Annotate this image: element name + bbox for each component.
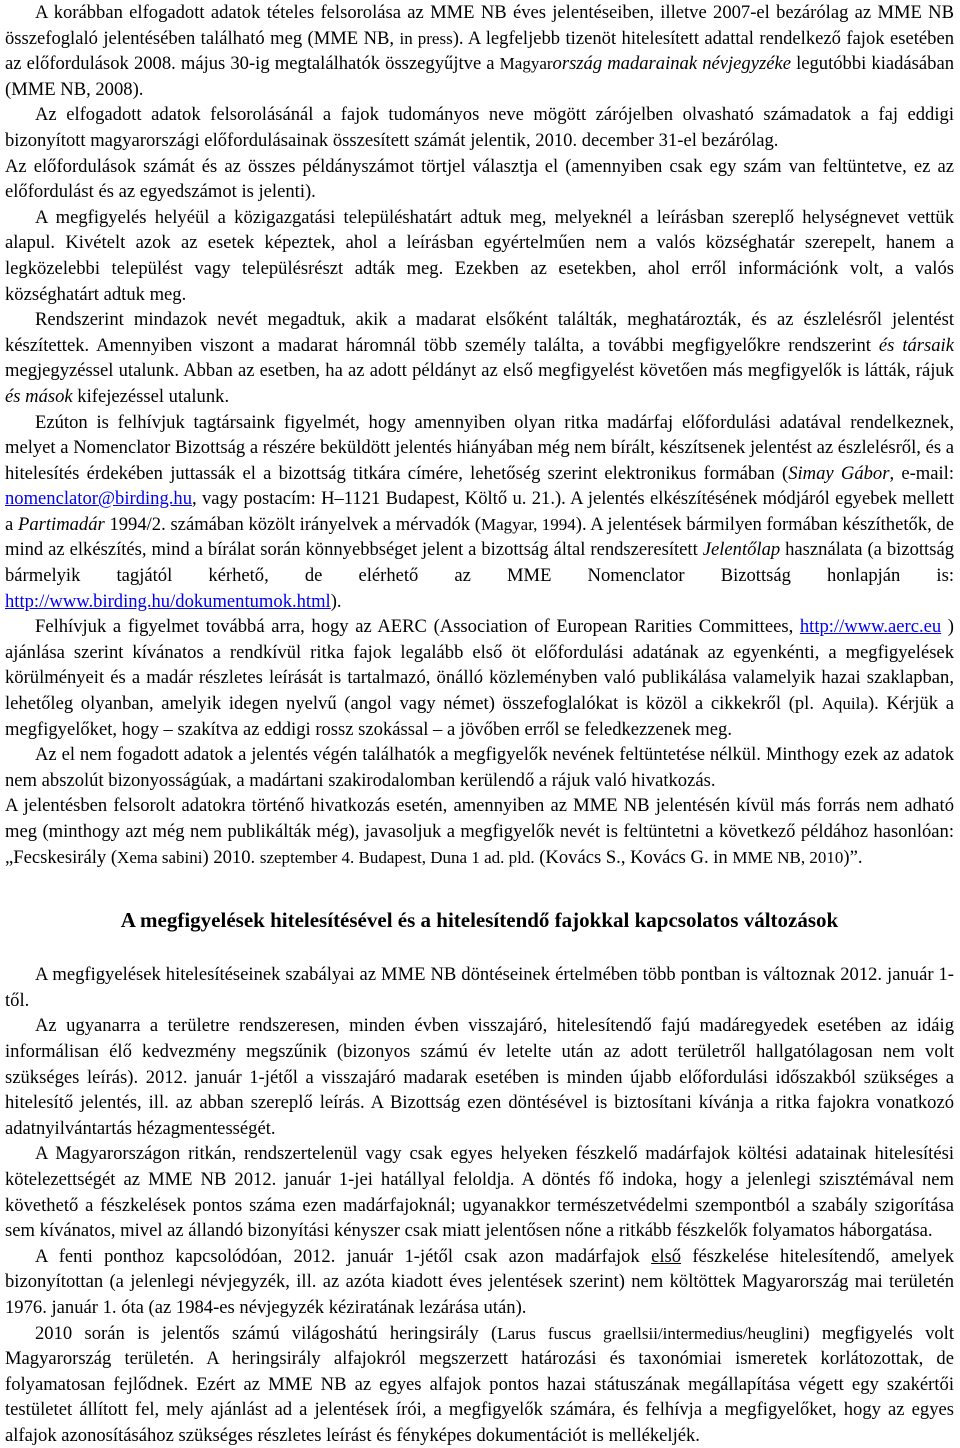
text-run: megjegyzéssel utalunk. Abban az esetben, ha az adott példányt az első megfigyelést követően más megfigyelők is látták, rájuk: [5, 360, 954, 381]
text-run: (Kovács S., Kovács G. in: [535, 847, 733, 868]
paragraph: [5, 0, 954, 102]
text-run: Az ugyanarra a területre rendszeresen, minden évben visszajáró, hitelesítendő fajú madáregyedek esetében az idáig informálisan élő kedvezmény megszűnik (bizonyos számú év letelte után az adott területről hallgatólagosan nem volt szükséges leírás). 2012. január 1-jétől a visszajáró madarak esetében is minden újabb előfordulási időszakból szükséges a hitelesítő jelentés, ill. az abban szereplő leírás. A Bizottság ezen döntésével is biztosítani kívánja a ritka fajokra vonatkozó adatnyilvántartás hézagmentességét.: [5, 1015, 954, 1138]
text-run: Az el nem fogadott adatok a jelentés végén találhatók a megfigyelők nevének feltüntetése nélkül. Minthogy ezek az adatok nem abszolút bizonyosságúak, a madártani szakirodalomban kerülendő a rájuk való hivatkozás.: [5, 744, 954, 791]
text-run: ). A legfeljebb tizenöt hitelesített adattal rendelkező fajok esetében az előfordulások 2008. május 30-ig megtalálhatók összegyűjtve a: [5, 28, 954, 75]
paragraph: [5, 1013, 954, 1141]
text-run: első: [651, 1246, 681, 1267]
inline-link[interactable]: http://www.birding.hu/dokumentumok.html: [5, 591, 331, 612]
text-run: 1994/2. számában közölt irányelvek a mérvadók (: [105, 514, 481, 535]
text-run: Aquila: [822, 694, 868, 713]
section-intro: [5, 0, 954, 870]
text-run: ) ajánlása szerint kívánatos a rendkívül ritka fajok legalább első öt előfordulási adatának az egyenkénti, a megfigyelések körülményeit és a madár részletes leírását is tartalmazó, önálló közleményben való publikálása valamelyik hazai szaklapban, lehetőleg olyanban, amelyik idegen nyelvű (angol vagy német) összefoglalókat is közöl a cikkekről (pl.: [5, 616, 954, 714]
text-run: használata (a bizottság bármelyik tagjától kérhető, de elérhető az MME Nomenclator Bizottság honlapján is:: [5, 539, 954, 586]
text-run: ).: [331, 591, 342, 612]
text-run: A Magyarországon ritkán, rendszertelenül vagy csak egyes helyeken fészkelő madárfajok költési adatainak hitelesítési kötelezettségét az MME NB 2012. január 1-jei hatállyal feloldja. A döntés fő indoka, hogy a jelenlegi szisztémával nem követhető a fészkelések pontos száma ezen madárfajoknál; ugyanakkor természetvédelmi szempontból a szabály szigorítása sem kívánatos, mivel az állandó bizonyítási kényszer csak miatt jelentősen nőne a ritkább fészkelők folyamatos háborgatása.: [5, 1143, 954, 1241]
text-run: Felhívjuk a figyelmet továbbá arra, hogy az AERC (Association of European Rarities Committees,: [35, 616, 800, 637]
paragraph: [5, 962, 954, 1013]
text-run: ). A jelentések bármilyen formában készíthetők, de mind az elkészítés, mind a bírálat során könnyebbséget jelent a bizottság által rendszeresített: [5, 514, 954, 561]
text-run: , e-mail:: [889, 463, 954, 484]
paragraph: [5, 742, 954, 793]
inline-link[interactable]: nomenclator@birding.hu: [5, 488, 192, 509]
paragraph: [5, 614, 954, 742]
text-run: Az előfordulások számát és az összes példányszámot törtjel választja el (amennyiben csak egy szám van feltüntetve, ez az előfordulást és az egyedszámot is jelenti).: [5, 156, 954, 203]
text-run: és mások: [5, 386, 73, 407]
text-run: MME NB, 2010: [732, 848, 843, 867]
text-run: fészkelése hitelesítendő, amelyek bizonyítottan (a jelenlegi névjegyzék, ill. az azóta kiadott éves jelentések szerint) nem költöttek Magyarország mai területén 1976. január 1. óta (az 1984-es névjegyzék kéziratának lezárása után).: [5, 1246, 954, 1318]
inline-link[interactable]: http://www.aerc.eu: [800, 616, 941, 637]
paragraph: [5, 793, 954, 870]
text-run: A jelentésben felsorolt adatokra történő hivatkozás esetén, amennyiben az MME NB jelentésén kívül más forrás nem adható meg (minthogy azt még nem publikálták még), javasoljuk a megfigyelők nevét is feltüntetni a következő példához hasonlóan: „Fecskesirály (: [5, 795, 954, 867]
text-run: 2010 során is jelentős számú világoshátú heringsirály (: [35, 1323, 497, 1344]
text-run: A korábban elfogadott adatok tételes felsorolása az MME NB éves jelentéseiben, illetve 2007-el bezárólag az MME NB összefoglaló jelentésében található meg (MME NB,: [5, 2, 954, 49]
text-run: kifejezéssel utalunk.: [73, 386, 229, 407]
text-run: , vagy postacím: H–1121 Budapest, Költő u. 21.). A jelentés elkészítésének módjáról egyebek mellett a: [5, 488, 954, 535]
text-run: és társaik: [879, 335, 954, 356]
paragraph: [5, 154, 954, 205]
section-heading: A megfigyelések hitelesítésével és a hitelesítendő fajokkal kapcsolatos változások: [5, 870, 954, 962]
text-run: in press: [400, 29, 453, 48]
text-run: Jelentőlap: [703, 539, 780, 560]
text-run: )”.: [843, 847, 862, 868]
text-run: Ezúton is felhívjuk tagtársaink figyelmét, hogy amennyiben olyan ritka madárfaj előfordulási adatával rendelkeznek, melyet a Nomenclator Bizottság a részére beküldött jelentés hiányában még nem bírált, készítsenek jelentést az észlelésről, és a hitelesítés érdekében juttassák el a bizottság titkára címére, lehetőség szerint elektronikus formában (: [5, 412, 954, 484]
paragraph: [5, 1244, 954, 1321]
text-run: A fenti ponthoz kapcsolódóan, 2012. január 1-jétől csak azon madárfajok: [35, 1246, 651, 1267]
paragraph: [5, 205, 954, 307]
text-run: ). Kérjük a megfigyelőket, hogy – szakítva az eddigi rossz szokással – a jövőben erről se feledkezzenek meg.: [5, 693, 954, 740]
text-run: Magyar, 1994: [481, 515, 576, 534]
paragraph: [5, 102, 954, 153]
text-run: ország madarainak névjegyzéke: [553, 53, 791, 74]
paragraph: [5, 307, 954, 409]
text-run: ) megfigyelés volt Magyarország területén. A heringsirály alfajokról megszerzett határozási és taxonómiai ismeretek korlátozottak, de folyamatosan fejlődnek. Ezért az MME NB az egyes alfajok pontos hazai státuszának megállapítása végett egy szakértői testületet állított fel, mely ajánlást ad a jelentések írói, a megfigyelők számára, és felhívja a megfigyelőket, hogy az egyes alfajok azonosításához szükséges részletes leírást és fényképes dokumentációt is mellékeljék.: [5, 1323, 954, 1446]
text-run: Rendszerint mindazok nevét megadtuk, akik a madarat elsőként találták, meghatározták, és az észlelésről jelentést készítettek. Amennyiben viszont a madarat háromnál több személy találta, a további megfigyelőkre rendszerint: [5, 309, 954, 356]
text-run: Larus fuscus graellsii/intermedius/heuglini: [497, 1324, 803, 1343]
text-run: Az elfogadott adatok felsorolásánál a fajok tudományos neve mögött zárójelben olvasható számadatok a faj eddigi bizonyított magyarországi előfordulásainak összesített számát jelentik, 2010. december 31-el bezárólag.: [5, 104, 954, 151]
text-run: szeptember 4. Budapest, Duna 1 ad. pld.: [260, 848, 535, 867]
text-run: A megfigyelések hitelesítéseinek szabályai az MME NB döntéseinek értelmében több pontban is változnak 2012. január 1-től.: [5, 964, 954, 1011]
text-run: Xema sabini: [117, 848, 202, 867]
text-run: Partimadár: [18, 514, 105, 535]
text-run: legutóbbi kiadásában (MME NB, 2008).: [5, 53, 954, 100]
section-changes: [5, 962, 954, 1448]
text-run: Simay Gábor: [788, 463, 889, 484]
paragraph: [5, 1321, 954, 1448]
text-run: Magyar: [500, 54, 553, 73]
paragraph: [5, 1141, 954, 1243]
text-run: ) 2010.: [203, 847, 260, 868]
text-run: A megfigyelés helyéül a közigazgatási településhatárt adtuk meg, melyeknél a leírásban szereplő helységnevet vettük alapul. Kivételt azok az esetek képeztek, ahol a leírásban egyértelműen nem a valós községhatár szerepelt, hanem a legközelebbi települést vagy településrészt adták meg. Ezekben az esetekben, ahol erről információnk volt, a valós községhatárt adtuk meg.: [5, 207, 954, 305]
paragraph: [5, 410, 954, 615]
